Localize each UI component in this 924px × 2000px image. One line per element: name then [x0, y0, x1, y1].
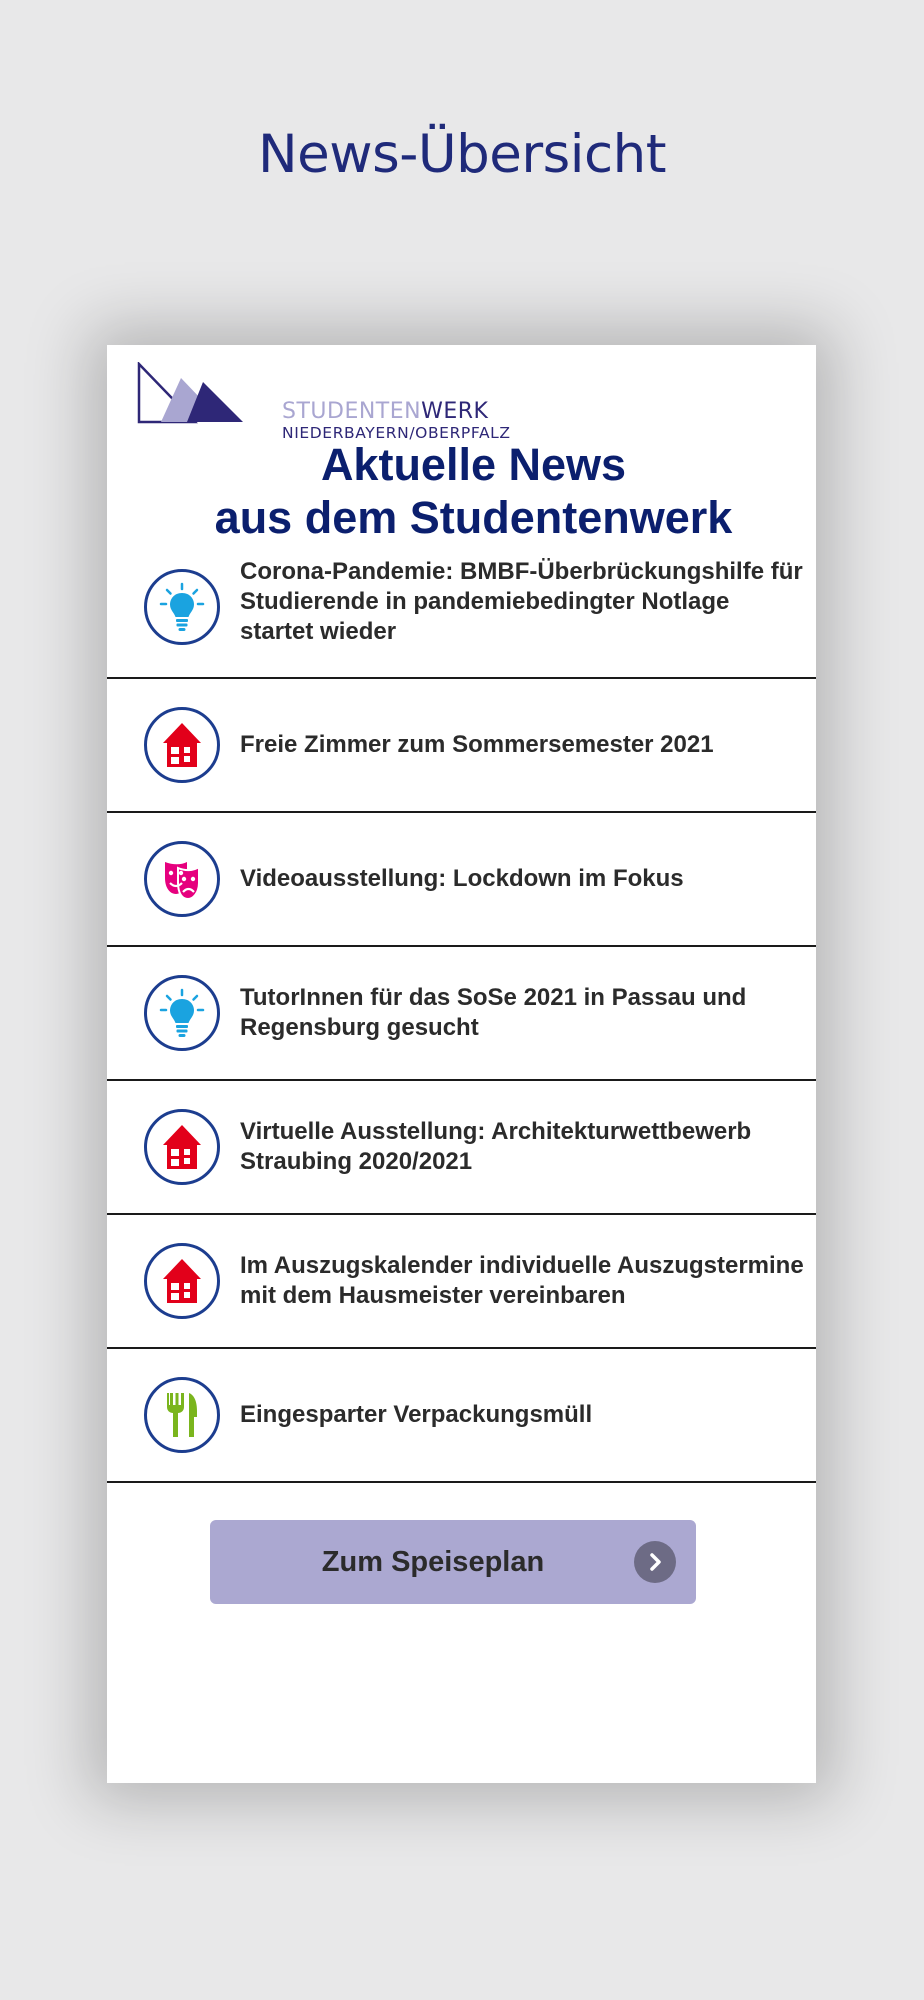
studentenwerk-logo [137, 362, 511, 442]
news-title: TutorInnen für das SoSe 2021 in Passau und Regensburg gesucht [240, 984, 747, 1041]
news-item[interactable] [107, 1215, 816, 1349]
logo-name: STUDENTENWERK [282, 399, 489, 424]
news-title: Virtuelle Ausstellung: Architekturwettbewerb Straubing 2020/2021 [240, 1118, 752, 1175]
news-list [107, 558, 816, 1483]
house-icon [144, 1109, 220, 1185]
news-title: Corona-Pandemie: BMBF-Überbrückungshilfe für Studierende in pandemiebedingter Notlage startet wieder [240, 558, 803, 645]
news-item[interactable] [107, 1349, 816, 1483]
house-icon [144, 707, 220, 783]
news-item[interactable] [107, 947, 816, 1081]
page-title: News-Übersicht [257, 124, 667, 185]
logo-region: NIEDERBAYERN/OBERPFALZ [282, 424, 511, 442]
news-title: Freie Zimmer zum Sommersemester 2021 [240, 731, 714, 758]
news-item[interactable] [107, 679, 816, 813]
lightbulb-icon [144, 975, 220, 1051]
news-item[interactable] [107, 1081, 816, 1215]
news-title: Videoausstellung: Lockdown im Fokus [240, 865, 684, 892]
menu-plan-label: Zum Speiseplan [321, 1545, 545, 1578]
news-card [107, 345, 816, 1783]
news-title: Im Auszugskalender individuelle Auszugstermine mit dem Hausmeister vereinbaren [240, 1252, 804, 1309]
theater-mask-icon [144, 841, 220, 917]
news-headline: Aktuelle News aus dem Studentenwerk [214, 439, 733, 543]
logo-mark-icon [137, 362, 247, 424]
news-item[interactable] [107, 558, 816, 679]
lightbulb-icon [144, 569, 220, 645]
menu-plan-button[interactable] [210, 1520, 696, 1604]
news-item[interactable] [107, 813, 816, 947]
fork-knife-icon [144, 1377, 220, 1453]
logo-text [282, 400, 511, 442]
news-title: Eingesparter Verpackungsmüll [240, 1401, 593, 1428]
chevron-right-icon [634, 1541, 676, 1583]
house-icon [144, 1243, 220, 1319]
